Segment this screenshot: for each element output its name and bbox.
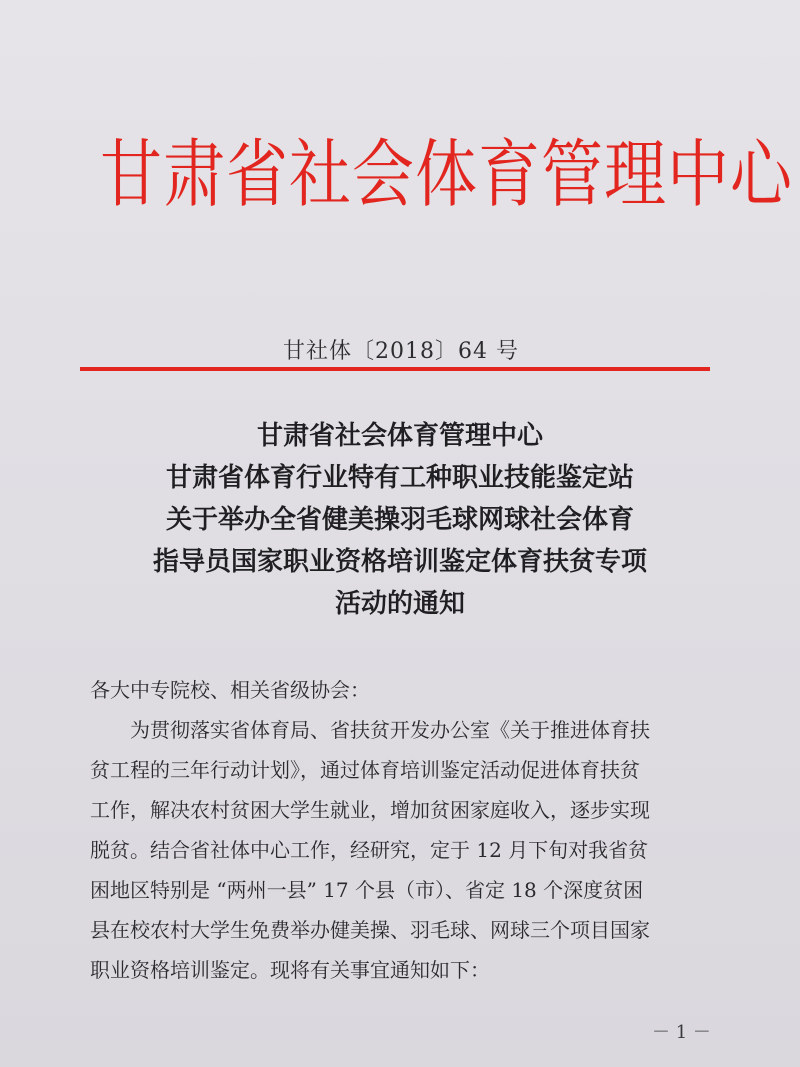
paragraph-line: 贫工程的三年行动计划》，通过体育培训鉴定活动促进体育扶贫 — [90, 758, 640, 782]
body-paragraph — [90, 710, 730, 990]
paragraph-line: 工作，解决农村贫困大学生就业，增加贫困家庭收入，逐步实现 — [90, 798, 650, 822]
paragraph-line: 困地区特别是 “两州一县” 17 个县（市）、省定 18 个深度贫困 — [90, 878, 644, 902]
paragraph-line: 脱贫。结合省社体中心工作，经研究，定于 12 月下旬对我省贫 — [90, 838, 649, 862]
document-number: 甘社体〔2018〕64 号 — [283, 339, 519, 364]
notice-title-line: 甘肃省社会体育管理中心 — [256, 421, 543, 451]
notice-title-line: 关于举办全省健美操羽毛球网球社会体育 — [165, 505, 634, 535]
notice-title — [60, 415, 740, 625]
issuing-organization-header: 甘肃省社会体育管理中心 — [100, 130, 794, 218]
red-divider-line — [80, 367, 710, 371]
paragraph-line: 为贯彻落实省体育局、省扶贫开发办公室《关于推进体育扶 — [130, 718, 650, 742]
salutation: 各大中专院校、相关省级协会： — [90, 678, 370, 702]
notice-body — [90, 670, 730, 990]
paragraph-line: 县在校农村大学生免费举办健美操、羽毛球、网球三个项目国家 — [90, 918, 650, 942]
page-number: － 1 － — [652, 1022, 711, 1043]
paragraph-line: 职业资格培训鉴定。现将有关事宜通知如下： — [90, 958, 490, 982]
notice-title-line: 活动的通知 — [334, 589, 465, 619]
notice-title-line: 指导员国家职业资格培训鉴定体育扶贫专项 — [152, 547, 647, 577]
notice-title-line: 甘肃省体育行业特有工种职业技能鉴定站 — [165, 463, 634, 493]
